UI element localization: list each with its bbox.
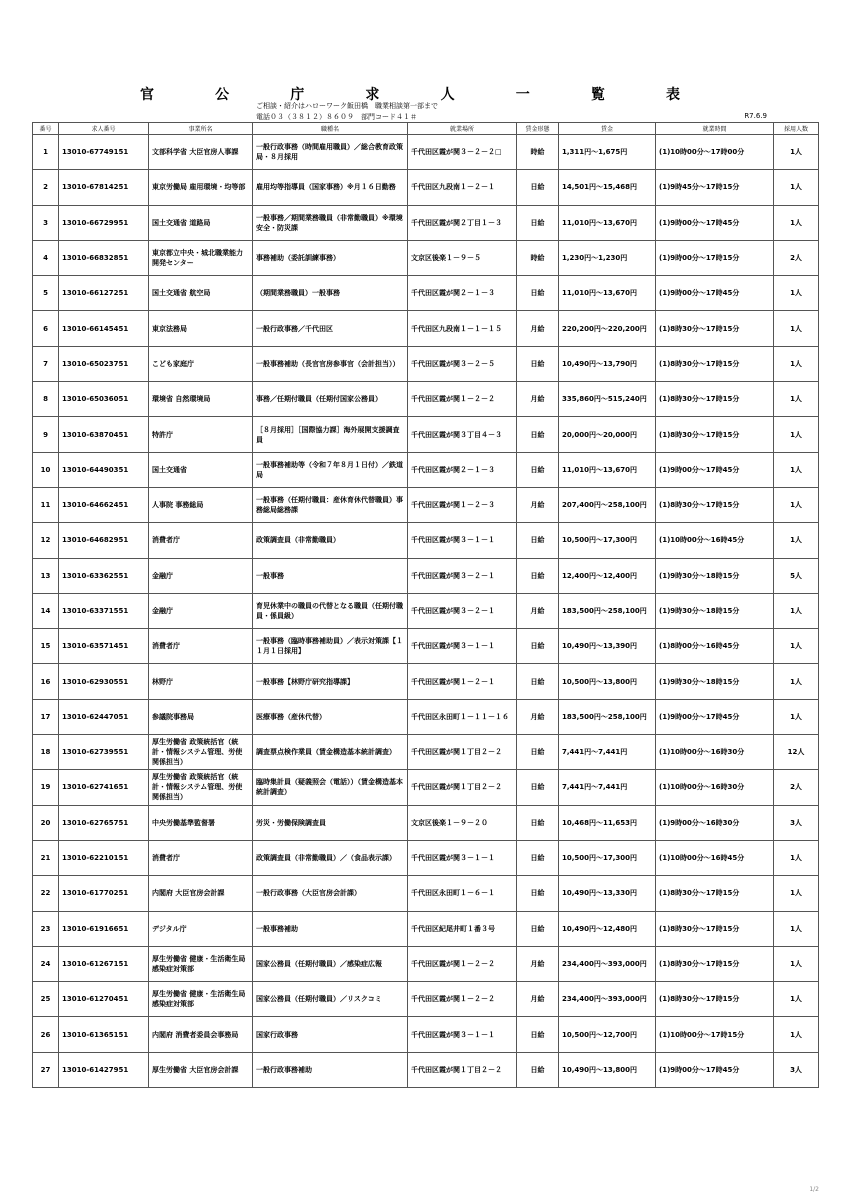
table-row: [33, 946, 819, 981]
row-number-cell: 16: [33, 664, 59, 699]
job-title-cell: 一般行政事務（大臣官房会計課）: [253, 876, 408, 911]
table-row: [33, 240, 819, 275]
table-row: [33, 452, 819, 487]
job-title-cell: 一般事務【林野庁研究指導課】: [253, 664, 408, 699]
header-number: 番号: [33, 123, 59, 135]
working-hours-cell: (1)8時30分～17時15分: [656, 876, 774, 911]
hire-count-cell: 2人: [774, 240, 819, 275]
workplace-cell: 千代田区霞が関３－１－１: [408, 1017, 517, 1052]
table-row: [33, 593, 819, 628]
hire-count-cell: 1人: [774, 911, 819, 946]
job-id-cell: 13010-63571451: [59, 629, 149, 664]
table-row: [33, 276, 819, 311]
table-row: [33, 699, 819, 734]
wage-type-cell: 日給: [517, 205, 559, 240]
job-title-cell: 一般行政事務補助: [253, 1052, 408, 1087]
hire-count-cell: 1人: [774, 417, 819, 452]
wage-type-cell: 日給: [517, 1052, 559, 1087]
wage-type-cell: 日給: [517, 876, 559, 911]
working-hours-cell: (1)9時00分～17時45分: [656, 699, 774, 734]
wage-type-cell: 月給: [517, 982, 559, 1017]
title-char: 人: [440, 87, 455, 103]
wage-cell: 10,500円～17,300円: [559, 523, 656, 558]
hire-count-cell: 3人: [774, 805, 819, 840]
working-hours-cell: (1)8時30分～17時15分: [656, 911, 774, 946]
table-row: [33, 170, 819, 205]
wage-cell: 183,500円～258,100円: [559, 699, 656, 734]
table-row: [33, 1052, 819, 1087]
wage-type-cell: 日給: [517, 276, 559, 311]
row-number-cell: 24: [33, 946, 59, 981]
wage-type-cell: 日給: [517, 523, 559, 558]
hire-count-cell: 3人: [774, 1052, 819, 1087]
workplace-cell: 文京区後楽１－９－５: [408, 240, 517, 275]
wage-type-cell: 月給: [517, 699, 559, 734]
row-number-cell: 20: [33, 805, 59, 840]
workplace-cell: 千代田区霞が関３－１－１: [408, 629, 517, 664]
wage-type-cell: 日給: [517, 417, 559, 452]
hire-count-cell: 1人: [774, 346, 819, 381]
job-title-cell: 調査票点検作業員（賃金構造基本統計調査）: [253, 735, 408, 770]
workplace-cell: 千代田区紀尾井町１番３号: [408, 911, 517, 946]
wage-cell: 234,400円～393,000円: [559, 982, 656, 1017]
job-title-cell: 事務補助（委託訓練事務）: [253, 240, 408, 275]
office-name-cell: 厚生労働省 政策統括官（統計・情報システム管理、労使関係担当）: [149, 735, 253, 770]
office-name-cell: 金融庁: [149, 558, 253, 593]
hire-count-cell: 1人: [774, 311, 819, 346]
wage-cell: 10,490円～12,480円: [559, 911, 656, 946]
office-name-cell: 特許庁: [149, 417, 253, 452]
table-row: [33, 135, 819, 170]
row-number-cell: 15: [33, 629, 59, 664]
hire-count-cell: 1人: [774, 593, 819, 628]
workplace-cell: 千代田区霞が関１－２－３: [408, 487, 517, 522]
row-number-cell: 3: [33, 205, 59, 240]
wage-type-cell: 日給: [517, 1017, 559, 1052]
job-title-cell: 一般事務／期間業務職員（非常勤職員）※環境安全・防災課: [253, 205, 408, 240]
job-title-cell: 労災・労働保険調査員: [253, 805, 408, 840]
hire-count-cell: 1人: [774, 982, 819, 1017]
office-name-cell: デジタル庁: [149, 911, 253, 946]
job-title-cell: 事務／任期付職員（任期付国家公務員）: [253, 382, 408, 417]
working-hours-cell: (1)8時30分～17時15分: [656, 946, 774, 981]
header-hires: 採用人数: [774, 123, 819, 135]
row-number-cell: 4: [33, 240, 59, 275]
wage-cell: 10,490円～13,790円: [559, 346, 656, 381]
table-row: [33, 346, 819, 381]
office-name-cell: 消費者庁: [149, 840, 253, 875]
working-hours-cell: (1)8時30分～17時15分: [656, 487, 774, 522]
job-listing-table: [32, 122, 819, 1088]
consultation-note: ご相談・紹介はハローワーク飯田橋 職業相談第一部まで: [256, 102, 438, 110]
wage-cell: 14,501円～15,468円: [559, 170, 656, 205]
wage-cell: 207,400円～258,100円: [559, 487, 656, 522]
job-id-cell: 13010-61770251: [59, 876, 149, 911]
job-id-cell: 13010-61427951: [59, 1052, 149, 1087]
office-name-cell: 厚生労働省 健康・生活衛生局感染症対策部: [149, 982, 253, 1017]
wage-type-cell: 日給: [517, 170, 559, 205]
office-name-cell: 国土交通省 航空局: [149, 276, 253, 311]
workplace-cell: 千代田区九段南１－２－１: [408, 170, 517, 205]
table-row: [33, 770, 819, 805]
workplace-cell: 千代田区霞が関３－２－５: [408, 346, 517, 381]
job-id-cell: 13010-62447051: [59, 699, 149, 734]
hire-count-cell: 5人: [774, 558, 819, 593]
job-title-cell: 国家行政事務: [253, 1017, 408, 1052]
job-title-cell: 政策調査員（非常勤職員）: [253, 523, 408, 558]
workplace-cell: 千代田区霞が関１－２－１: [408, 664, 517, 699]
contact-phone: 電話０３（３８１２）８６０９ 部門コード４１＃: [256, 113, 417, 121]
wage-cell: 10,500円～13,800円: [559, 664, 656, 699]
wage-type-cell: 時給: [517, 240, 559, 275]
office-name-cell: 内閣府 消費者委員会事務局: [149, 1017, 253, 1052]
wage-type-cell: 日給: [517, 840, 559, 875]
title-char: 表: [665, 87, 680, 103]
working-hours-cell: (1)9時30分～18時15分: [656, 593, 774, 628]
wage-type-cell: 日給: [517, 558, 559, 593]
table-row: [33, 382, 819, 417]
job-id-cell: 13010-61365151: [59, 1017, 149, 1052]
hire-count-cell: 1人: [774, 170, 819, 205]
office-name-cell: 東京都立中央・城北職業能力開発センター: [149, 240, 253, 275]
row-number-cell: 8: [33, 382, 59, 417]
office-name-cell: 内閣府 大臣官房会計課: [149, 876, 253, 911]
workplace-cell: 千代田区霞が関３丁目４－３: [408, 417, 517, 452]
workplace-cell: 千代田区霞が関１丁目２－２: [408, 770, 517, 805]
working-hours-cell: (1)9時30分～18時15分: [656, 558, 774, 593]
working-hours-cell: (1)9時00分～17時45分: [656, 205, 774, 240]
header-office: 事業所名: [149, 123, 253, 135]
working-hours-cell: (1)8時30分～17時15分: [656, 346, 774, 381]
job-title-cell: 一般事務（臨時事務補助員）／表示対策課【１１月１日採用】: [253, 629, 408, 664]
wage-cell: 10,500円～17,300円: [559, 840, 656, 875]
workplace-cell: 千代田区霞が関３－２－２□: [408, 135, 517, 170]
job-id-cell: 13010-65023751: [59, 346, 149, 381]
wage-cell: 10,490円～13,330円: [559, 876, 656, 911]
row-number-cell: 22: [33, 876, 59, 911]
hire-count-cell: 1人: [774, 629, 819, 664]
row-number-cell: 17: [33, 699, 59, 734]
wage-cell: 10,490円～13,390円: [559, 629, 656, 664]
working-hours-cell: (1)10時00分～17時15分: [656, 1017, 774, 1052]
table-row: [33, 558, 819, 593]
working-hours-cell: (1)9時00分～17時45分: [656, 276, 774, 311]
job-id-cell: 13010-64682951: [59, 523, 149, 558]
title-char: 覧: [590, 87, 605, 103]
job-id-cell: 13010-62930551: [59, 664, 149, 699]
working-hours-cell: (1)9時00分～16時30分: [656, 805, 774, 840]
page-number: 1/2: [809, 1186, 819, 1193]
table-row: [33, 805, 819, 840]
job-title-cell: 一般事務補助: [253, 911, 408, 946]
row-number-cell: 23: [33, 911, 59, 946]
table-row: [33, 523, 819, 558]
job-title-cell: 国家公務員（任期付職員）／リスクコミ: [253, 982, 408, 1017]
hire-count-cell: 1人: [774, 523, 819, 558]
table-row: [33, 876, 819, 911]
job-id-cell: 13010-63870451: [59, 417, 149, 452]
wage-cell: 7,441円～7,441円: [559, 770, 656, 805]
working-hours-cell: (1)8時30分～17時15分: [656, 311, 774, 346]
job-title-cell: 一般行政事務（時間雇用職員）／総合教育政策局・８月採用: [253, 135, 408, 170]
header-hours: 就業時間: [656, 123, 774, 135]
working-hours-cell: (1)10時00分～16時45分: [656, 523, 774, 558]
hire-count-cell: 1人: [774, 664, 819, 699]
document-date: R7.6.9: [744, 112, 767, 120]
job-title-cell: 育児休業中の職員の代替となる職員（任期付職員・係員級）: [253, 593, 408, 628]
title-char: 公: [215, 87, 230, 103]
hire-count-cell: 1人: [774, 452, 819, 487]
wage-type-cell: 日給: [517, 911, 559, 946]
working-hours-cell: (1)9時00分～17時45分: [656, 452, 774, 487]
hire-count-cell: 12人: [774, 735, 819, 770]
table-row: [33, 982, 819, 1017]
wage-cell: 10,500円～12,700円: [559, 1017, 656, 1052]
wage-cell: 12,400円～12,400円: [559, 558, 656, 593]
hire-count-cell: 1人: [774, 699, 819, 734]
row-number-cell: 21: [33, 840, 59, 875]
job-title-cell: 政策調査員（非常勤職員）／（食品表示課）: [253, 840, 408, 875]
header-job-title: 職種名: [253, 123, 408, 135]
job-id-cell: 13010-66832851: [59, 240, 149, 275]
job-id-cell: 13010-63371551: [59, 593, 149, 628]
wage-type-cell: 月給: [517, 487, 559, 522]
row-number-cell: 12: [33, 523, 59, 558]
wage-type-cell: 日給: [517, 452, 559, 487]
workplace-cell: 千代田区霞が関１丁目２－２: [408, 735, 517, 770]
job-id-cell: 13010-63362551: [59, 558, 149, 593]
table-row: [33, 664, 819, 699]
table-row: [33, 487, 819, 522]
table-row: [33, 205, 819, 240]
wage-cell: 11,010円～13,670円: [559, 452, 656, 487]
hire-count-cell: 1人: [774, 840, 819, 875]
working-hours-cell: (1)10時00分～16時30分: [656, 770, 774, 805]
table-row: [33, 417, 819, 452]
workplace-cell: 千代田区霞が関１－２－２: [408, 982, 517, 1017]
row-number-cell: 26: [33, 1017, 59, 1052]
workplace-cell: 千代田区霞が関３－２－１: [408, 558, 517, 593]
job-title-cell: ［８月採用］［国際協力課］海外展開支援調査員: [253, 417, 408, 452]
workplace-cell: 千代田区霞が関１丁目２－２: [408, 1052, 517, 1087]
row-number-cell: 7: [33, 346, 59, 381]
job-title-cell: （期間業務職員）一般事務: [253, 276, 408, 311]
wage-cell: 183,500円～258,100円: [559, 593, 656, 628]
wage-cell: 10,468円～11,653円: [559, 805, 656, 840]
wage-cell: 234,400円～393,000円: [559, 946, 656, 981]
working-hours-cell: (1)10時00分～16時30分: [656, 735, 774, 770]
job-id-cell: 13010-67749151: [59, 135, 149, 170]
wage-cell: 11,010円～13,670円: [559, 276, 656, 311]
table-row: [33, 911, 819, 946]
job-title-cell: 一般事務補助（長官官房参事官（会計担当））: [253, 346, 408, 381]
title-char: 官: [140, 87, 154, 103]
working-hours-cell: (1)9時30分～18時15分: [656, 664, 774, 699]
workplace-cell: 千代田区永田町１－６－１: [408, 876, 517, 911]
row-number-cell: 11: [33, 487, 59, 522]
working-hours-cell: (1)9時00分～17時45分: [656, 1052, 774, 1087]
wage-type-cell: 月給: [517, 311, 559, 346]
hire-count-cell: 1人: [774, 135, 819, 170]
job-id-cell: 13010-62765751: [59, 805, 149, 840]
table-row: [33, 311, 819, 346]
job-id-cell: 13010-64662451: [59, 487, 149, 522]
wage-type-cell: 時給: [517, 135, 559, 170]
job-id-cell: 13010-61916651: [59, 911, 149, 946]
row-number-cell: 10: [33, 452, 59, 487]
hire-count-cell: 1人: [774, 1017, 819, 1052]
header-wage-type: 賃金形態: [517, 123, 559, 135]
title-char: 求: [365, 87, 380, 103]
working-hours-cell: (1)8時30分～17時15分: [656, 417, 774, 452]
job-id-cell: 13010-61270451: [59, 982, 149, 1017]
office-name-cell: 林野庁: [149, 664, 253, 699]
job-title-cell: 一般行政事務／千代田区: [253, 311, 408, 346]
row-number-cell: 5: [33, 276, 59, 311]
wage-cell: 10,490円～13,800円: [559, 1052, 656, 1087]
office-name-cell: 参議院事務局: [149, 699, 253, 734]
row-number-cell: 18: [33, 735, 59, 770]
table-row: [33, 735, 819, 770]
workplace-cell: 千代田区霞が関１－２－２: [408, 946, 517, 981]
job-id-cell: 13010-67814251: [59, 170, 149, 205]
working-hours-cell: (1)8時30分～17時15分: [656, 382, 774, 417]
row-number-cell: 14: [33, 593, 59, 628]
row-number-cell: 13: [33, 558, 59, 593]
wage-type-cell: 日給: [517, 735, 559, 770]
hire-count-cell: 1人: [774, 946, 819, 981]
job-title-cell: 一般事務: [253, 558, 408, 593]
title-char: 一: [515, 87, 530, 103]
row-number-cell: 27: [33, 1052, 59, 1087]
wage-cell: 1,230円～1,230円: [559, 240, 656, 275]
workplace-cell: 文京区後楽１－９－２０: [408, 805, 517, 840]
job-title-cell: 医療事務（産休代替）: [253, 699, 408, 734]
wage-cell: 11,010円～13,670円: [559, 205, 656, 240]
office-name-cell: 消費者庁: [149, 629, 253, 664]
job-title-cell: 国家公務員（任期付職員）／感染症広報: [253, 946, 408, 981]
office-name-cell: 人事院 事務総局: [149, 487, 253, 522]
working-hours-cell: (1)8時30分～17時15分: [656, 982, 774, 1017]
hire-count-cell: 1人: [774, 205, 819, 240]
hire-count-cell: 1人: [774, 276, 819, 311]
office-name-cell: こども家庭庁: [149, 346, 253, 381]
job-id-cell: 13010-61267151: [59, 946, 149, 981]
row-number-cell: 2: [33, 170, 59, 205]
header-wage: 賃金: [559, 123, 656, 135]
row-number-cell: 19: [33, 770, 59, 805]
office-name-cell: 厚生労働省 政策統括官（統計・情報システム管理、労使関係担当）: [149, 770, 253, 805]
job-id-cell: 13010-64490351: [59, 452, 149, 487]
row-number-cell: 9: [33, 417, 59, 452]
workplace-cell: 千代田区霞が関３－１－１: [408, 840, 517, 875]
hire-count-cell: 1人: [774, 876, 819, 911]
working-hours-cell: (1)10時00分～16時45分: [656, 840, 774, 875]
workplace-cell: 千代田区永田町１－１１－１６: [408, 699, 517, 734]
job-id-cell: 13010-65036051: [59, 382, 149, 417]
working-hours-cell: (1)9時45分～17時15分: [656, 170, 774, 205]
workplace-cell: 千代田区九段南１－１－１５: [408, 311, 517, 346]
job-title-cell: 一般事務（任期付職員：産休育休代替職員）事務総局総務課: [253, 487, 408, 522]
wage-cell: 20,000円～20,000円: [559, 417, 656, 452]
working-hours-cell: (1)8時00分～16時45分: [656, 629, 774, 664]
working-hours-cell: (1)10時00分～17時00分: [656, 135, 774, 170]
table-row: [33, 840, 819, 875]
job-id-cell: 13010-66729951: [59, 205, 149, 240]
job-id-cell: 13010-66145451: [59, 311, 149, 346]
office-name-cell: 文部科学省 大臣官房人事課: [149, 135, 253, 170]
row-number-cell: 25: [33, 982, 59, 1017]
hire-count-cell: 1人: [774, 382, 819, 417]
workplace-cell: 千代田区霞が関３－１－１: [408, 523, 517, 558]
workplace-cell: 千代田区霞が関２－１－３: [408, 276, 517, 311]
wage-type-cell: 日給: [517, 770, 559, 805]
office-name-cell: 金融庁: [149, 593, 253, 628]
job-title-cell: 一般事務補助等（令和７年８月１日付）／鉄道局: [253, 452, 408, 487]
workplace-cell: 千代田区霞が関２丁目１－３: [408, 205, 517, 240]
office-name-cell: 厚生労働省 大臣官房会計課: [149, 1052, 253, 1087]
job-id-cell: 13010-62210151: [59, 840, 149, 875]
header-workplace: 就業場所: [408, 123, 517, 135]
row-number-cell: 1: [33, 135, 59, 170]
workplace-cell: 千代田区霞が関２－１－３: [408, 452, 517, 487]
hire-count-cell: 2人: [774, 770, 819, 805]
office-name-cell: 厚生労働省 健康・生活衛生局感染症対策部: [149, 946, 253, 981]
wage-cell: 1,311円～1,675円: [559, 135, 656, 170]
workplace-cell: 千代田区霞が関１－２－２: [408, 382, 517, 417]
wage-cell: 7,441円～7,441円: [559, 735, 656, 770]
office-name-cell: 東京法務局: [149, 311, 253, 346]
title-char: 庁: [290, 87, 305, 103]
wage-type-cell: 日給: [517, 664, 559, 699]
table-row: [33, 629, 819, 664]
wage-type-cell: 月給: [517, 382, 559, 417]
office-name-cell: 消費者庁: [149, 523, 253, 558]
wage-cell: 335,860円～515,240円: [559, 382, 656, 417]
wage-type-cell: 日給: [517, 629, 559, 664]
working-hours-cell: (1)9時00分～17時15分: [656, 240, 774, 275]
table-row: [33, 1017, 819, 1052]
wage-type-cell: 日給: [517, 805, 559, 840]
row-number-cell: 6: [33, 311, 59, 346]
wage-cell: 220,200円～220,200円: [559, 311, 656, 346]
hire-count-cell: 1人: [774, 487, 819, 522]
header-job-id: 求人番号: [59, 123, 149, 135]
office-name-cell: 国土交通省 道路局: [149, 205, 253, 240]
job-title-cell: 臨時集計員（疑義照会（電話））（賃金構造基本統計調査）: [253, 770, 408, 805]
table-header-row: [33, 123, 819, 135]
office-name-cell: 環境省 自然環境局: [149, 382, 253, 417]
workplace-cell: 千代田区霞が関３－２－１: [408, 593, 517, 628]
office-name-cell: 中央労働基準監督署: [149, 805, 253, 840]
job-id-cell: 13010-62741651: [59, 770, 149, 805]
job-id-cell: 13010-62739551: [59, 735, 149, 770]
office-name-cell: 国土交通省: [149, 452, 253, 487]
job-title-cell: 雇用均等指導員（国家事務）※月１６日勤務: [253, 170, 408, 205]
office-name-cell: 東京労働局 雇用環境・均等部: [149, 170, 253, 205]
wage-type-cell: 日給: [517, 346, 559, 381]
job-id-cell: 13010-66127251: [59, 276, 149, 311]
wage-type-cell: 月給: [517, 593, 559, 628]
wage-type-cell: 月給: [517, 946, 559, 981]
